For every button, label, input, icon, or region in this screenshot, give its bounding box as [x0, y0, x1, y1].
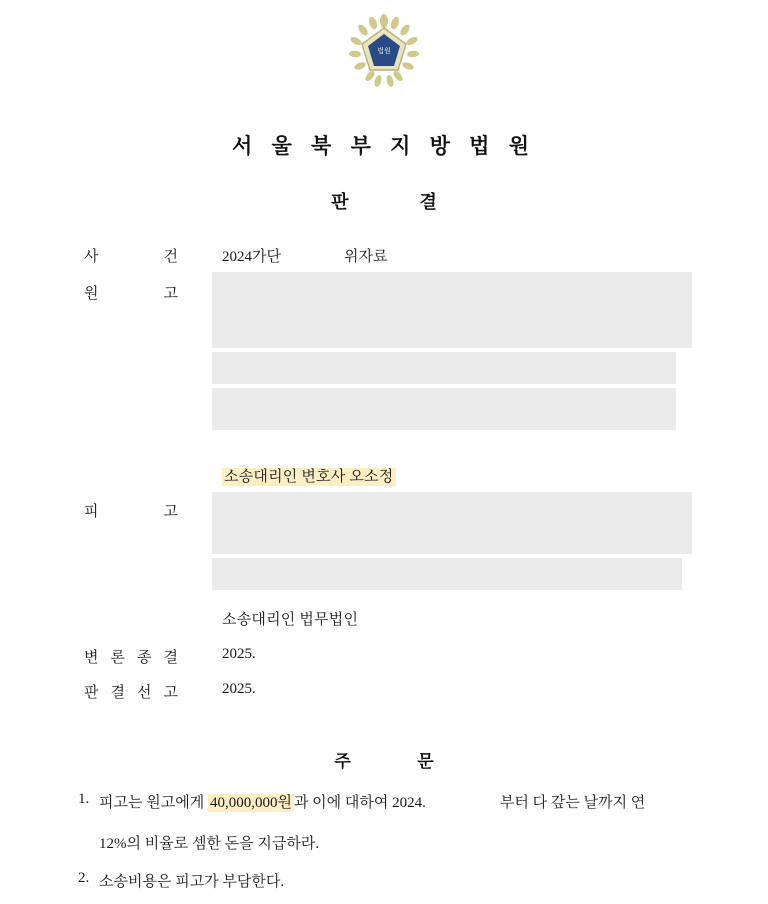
case-label-char-2: 건 [163, 249, 178, 265]
judgment-pronouncement-date: 2025. [222, 681, 256, 697]
redaction-block [212, 352, 676, 384]
judgment-pronouncement-label [84, 681, 178, 702]
closing-argument-label [84, 646, 178, 667]
judgment-label-char-2: 결 [110, 685, 125, 701]
defendant-counsel-line: 소송대리인 법무법인 [222, 612, 359, 628]
closing-label-char-3: 종 [137, 650, 152, 666]
order-heading-left: 주 [334, 752, 351, 771]
order-item-2-number: 2. [78, 870, 90, 886]
order-1-part2: 과 이에 대하여 2024. [293, 795, 426, 811]
case-label [84, 245, 178, 266]
judgment-label-char-1: 판 [84, 685, 99, 701]
emblem-text: 법원 [377, 47, 391, 55]
case-number: 2024가단 [222, 249, 281, 265]
closing-label-char-4: 결 [163, 650, 178, 666]
order-section-heading [0, 747, 768, 772]
order-item-1-number: 1. [78, 791, 90, 807]
closing-label-char-2: 론 [110, 650, 125, 666]
closing-argument-date: 2025. [222, 646, 256, 662]
plaintiff-label-char-2: 고 [163, 286, 178, 302]
document-type-heading [0, 188, 768, 214]
document-type-left: 판 [331, 192, 349, 212]
redaction-block [212, 388, 676, 430]
order-item-2-text: 소송비용은 피고가 부담한다. [99, 874, 285, 890]
order-item-1-line2: 12%의 비율로 셈한 돈을 지급하라. [99, 836, 320, 852]
redaction-block [212, 558, 682, 590]
order-item-1-text [99, 791, 699, 812]
plaintiff-label-char-1: 원 [84, 286, 99, 302]
order-1-amount: 40,000,000원 [209, 795, 292, 811]
order-1-part1: 피고는 원고에게 [99, 795, 208, 811]
court-name-title: 서 울 북 부 지 방 법 원 [231, 134, 537, 158]
redaction-block [212, 492, 692, 554]
redaction-block [212, 272, 692, 348]
court-emblem-icon [348, 14, 420, 88]
order-1-part3: 부터 다 갚는 날까지 연 [499, 795, 646, 811]
plaintiff-counsel-text: 소송대리인 변호사 오소정 [224, 469, 394, 485]
defendant-label [84, 500, 178, 521]
plaintiff-label [84, 282, 178, 303]
case-type: 위자료 [344, 249, 388, 265]
judgment-label-char-4: 고 [163, 685, 178, 701]
closing-label-char-1: 변 [84, 650, 99, 666]
case-label-char-1: 사 [84, 249, 99, 265]
plaintiff-counsel-line [222, 465, 396, 486]
order-heading-right: 문 [417, 752, 434, 771]
defendant-label-char-2: 고 [163, 504, 178, 520]
judgment-label-char-3: 선 [137, 685, 152, 701]
document-type-right: 결 [419, 192, 437, 212]
defendant-label-char-1: 피 [84, 504, 99, 520]
